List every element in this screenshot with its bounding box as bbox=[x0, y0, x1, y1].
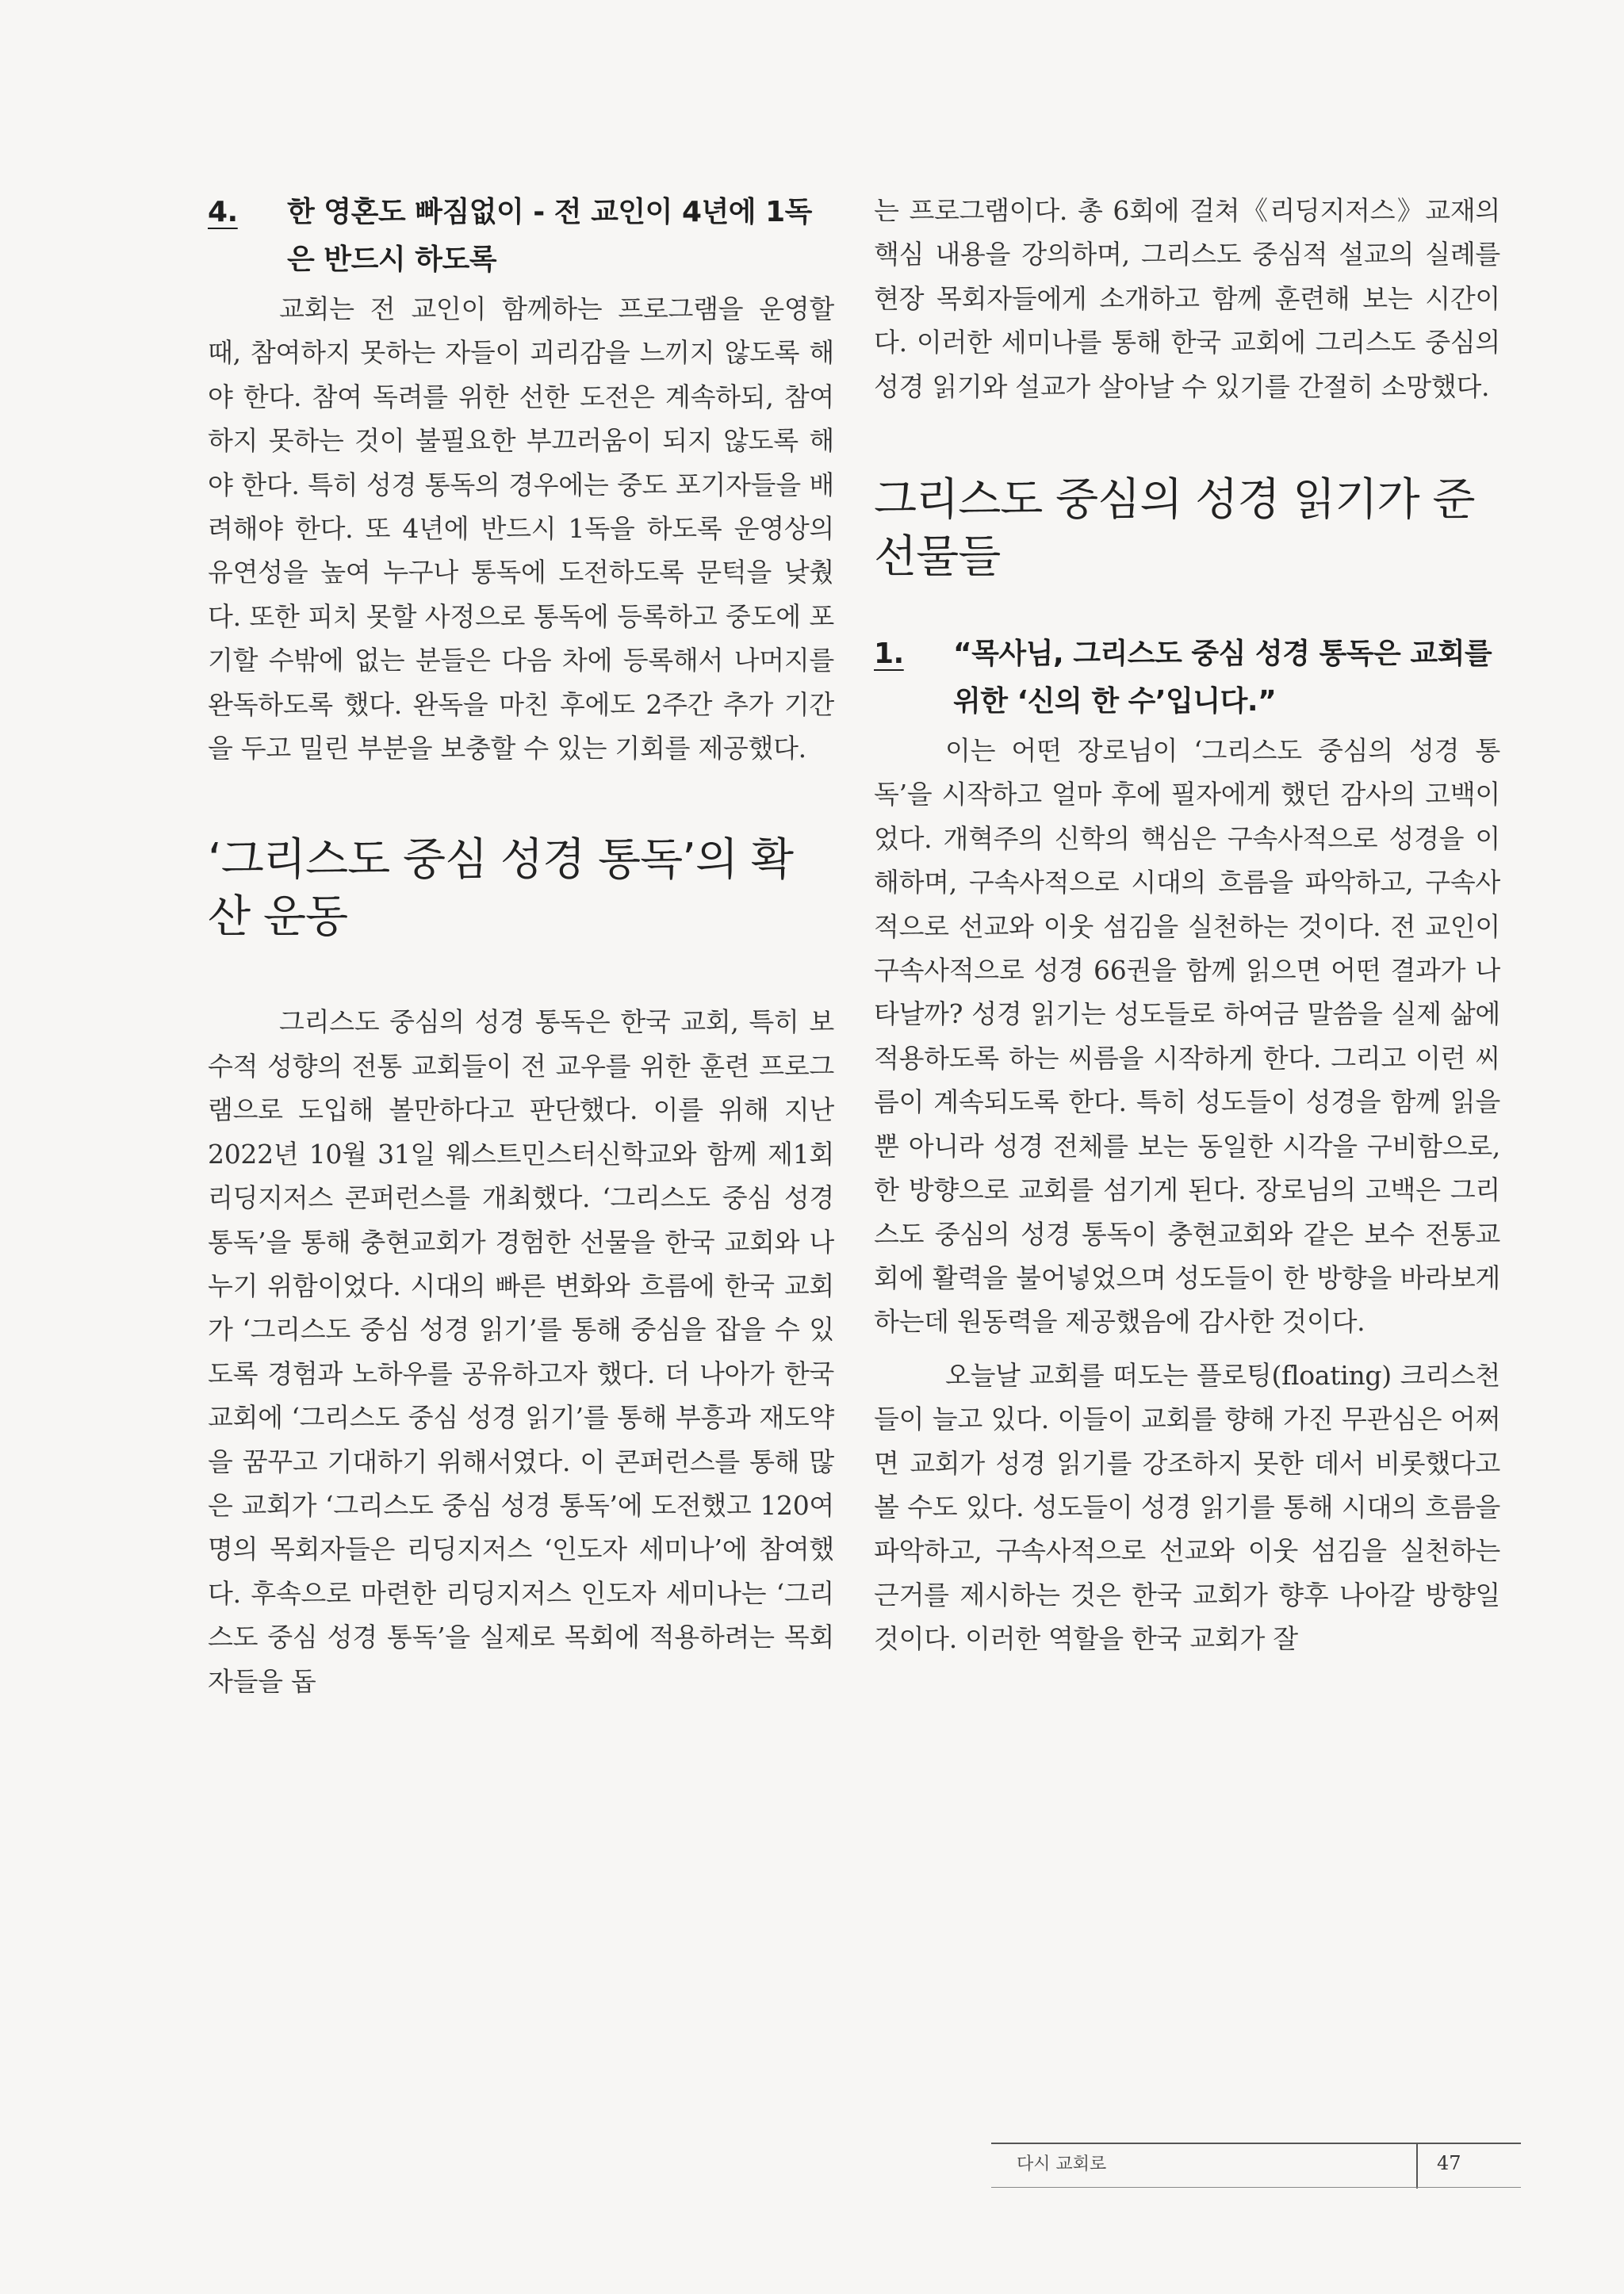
section-heading: ‘그리스도 중심 성경 통독’의 확산 운동 bbox=[208, 834, 793, 944]
footer-page-number: 47 bbox=[1437, 2152, 1461, 2174]
subheading-text: “목사님, 그리스도 중심 성경 통독은 교회를 위한 ‘신의 한 수’입니다.” bbox=[953, 638, 1492, 718]
body-paragraph: 오늘날 교회를 떠도는 플로팅(floating) 크리스천들이 늘고 있다. 이들이 교회를 향해 가진 무관심은 어쩌면 교회가 성경 읽기를 강조하지 못한 데서 비롯했다고 볼 수도 있다. 성도들이 성경 읽기를 통해 시대의 흐름을 파악하고, 구속사적으로 선교와 이웃 섬김을 실천하는 근거를 제시하는 것은 한국 교회가 향후 나아갈 방향일 것이다. 이러한 역할을 한국 교회가 잘 bbox=[874, 1359, 1500, 1655]
body-paragraph: 는 프로그램이다. 총 6회에 걸쳐《리딩지저스》교재의 핵심 내용을 강의하며, 그리스도 중심적 설교의 실례를 현장 목회자들에게 소개하고 함께 훈련해 보는 시간이다. 이러한 세미나를 통해 한국 교회에 그리스도 중심의 성경 읽기와 설교가 살아날 수 있기를 간절히 소망했다. bbox=[874, 195, 1500, 402]
footer-rule-top bbox=[991, 2143, 1521, 2144]
section-heading: 그리스도 중심의 성경 읽기가 준 선물들 bbox=[874, 474, 1475, 584]
subheading-number: 1. bbox=[874, 638, 904, 671]
subheading-number: 4. bbox=[208, 196, 238, 228]
body-paragraph: 이는 어떤 장로님이 ‘그리스도 중심의 성경 통독’을 시작하고 얼마 후에 필자에게 했던 감사의 고백이었다. 개혁주의 신학의 핵심은 구속사적으로 성경을 이해하며, 구속사적으로 시대의 흐름을 파악하고, 구속사적으로 선교와 이웃 섬김을 실천하는 것이다. 전 교인이 구속사적으로 성경 66권을 함께 읽으면 어떤 결과가 나타날까? 성경 읽기는 성도들로 하여금 말씀을 실제 삶에 적용하도록 하는 씨름을 시작하게 한다. 그리고 이런 씨름이 계속되도록 한다. 특히 성도들이 성경을 함께 읽을 뿐 아니라 성경 전체를 보는 동일한 시각을 구비함으로, 한 방향으로 교회를 섬기게 된다. 장로님의 고백은 그리스도 중심의 성경 통독이 충현교회와 같은 보수 전통교회에 활력을 불어넣었으며 성도들이 한 방향을 바라보게 하는데 원동력을 제공했음에 감사한 것이다. bbox=[874, 735, 1500, 1338]
right-column bbox=[874, 189, 1500, 1661]
subheading-text: 한 영혼도 빠짐없이 - 전 교인이 4년에 1독은 반드시 하도록 bbox=[287, 196, 812, 276]
body-paragraph: 교회는 전 교인이 함께하는 프로그램을 운영할 때, 참여하지 못하는 자들이 괴리감을 느끼지 않도록 해야 한다. 참여 독려를 위한 선한 도전은 계속하되, 참여하지 못하는 것이 불필요한 부끄러움이 되지 않도록 해야 한다. 특히 성경 통독의 경우에는 중도 포기자들을 배려해야 한다. 또 4년에 반드시 1독을 하도록 운영상의 유연성을 높여 누구나 통독에 도전하도록 문턱을 낮췄다. 또한 피치 못할 사정으로 통독에 등록하고 중도에 포기할 수밖에 없는 분들은 다음 차에 등록해서 나머지를 완독하도록 했다. 완독을 마친 후에도 2주간 추가 기간을 두고 밀린 부분을 보충할 수 있는 기회를 제공했다. bbox=[208, 293, 834, 764]
footer-magazine-title: 다시 교회로 bbox=[1017, 2154, 1107, 2174]
left-column bbox=[208, 189, 834, 1703]
footer-separator bbox=[1416, 2144, 1418, 2189]
body-paragraph: 그리스도 중심의 성경 통독은 한국 교회, 특히 보수적 성향의 전통 교회들이 전 교우를 위한 훈련 프로그램으로 도입해 볼만하다고 판단했다. 이를 위해 지난 2022년 10월 31일 웨스트민스터신학교와 함께 제1회 리딩지저스 콘퍼런스를 개최했다. ‘그리스도 중심 성경 통독’을 통해 충현교회가 경험한 선물을 한국 교회와 나누기 위함이었다. 시대의 빠른 변화와 흐름에 한국 교회가 ‘그리스도 중심 성경 읽기’를 통해 중심을 잡을 수 있도록 경험과 노하우를 공유하고자 했다. 더 나아가 한국 교회에 ‘그리스도 중심 성경 읽기’를 통해 부흥과 재도약을 꿈꾸고 기대하기 위해서였다. 이 콘퍼런스를 통해 많은 교회가 ‘그리스도 중심 성경 통독’에 도전했고 120여 명의 목회자들은 리딩지저스 ‘인도자 세미나’에 참여했다. 후속으로 마련한 리딩지저스 인도자 세미나는 ‘그리스도 중심 성경 통독’을 실제로 목회에 적용하려는 목회자들을 돕 bbox=[208, 1006, 834, 1697]
subheading-4 bbox=[208, 189, 834, 284]
subheading-1 bbox=[874, 630, 1500, 726]
footer-rule-bottom bbox=[991, 2187, 1521, 2188]
